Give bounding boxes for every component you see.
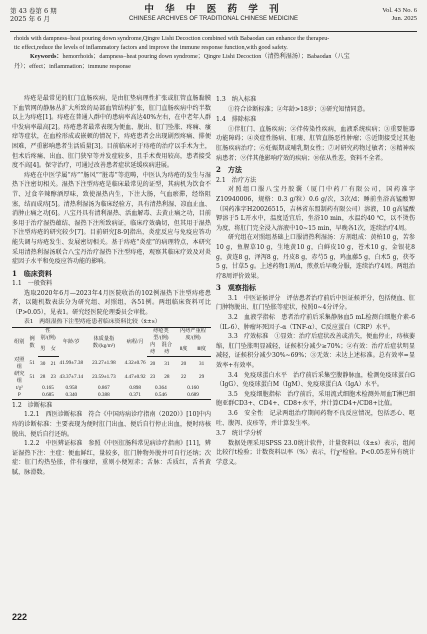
table-cell: 0.340 — [59, 392, 85, 400]
subsection-heading: 1.1 一般资料 — [12, 280, 53, 288]
volume-issue-cn: 第 43 卷第 6 期 — [10, 7, 57, 15]
col-header: 病程/月 — [124, 328, 147, 357]
right-column — [216, 94, 415, 468]
paragraph: 3.4 免疫球蛋白水平 治疗前后采集空腹静脉血，检测免疫球蛋白G（IgG）、免疫球蛋白M（IgM）、免疫球蛋白A（IgA）水平。 — [216, 371, 415, 389]
keywords-label: Keywords： — [30, 54, 63, 61]
table-cell: 23.27±1.98 — [92, 360, 116, 367]
paragraph: 对照组口服八宝丹胶囊（厦门中药厂有限公司，国药准字Z10940006，规格：0.3 g/粒）0.6 g/次，3次/d；睡前坐浴高锰酸钾（国药准字H20026515，吉林省东盟制药有限公司）溶液，10 g高锰酸钾溶于5 L开水中，温度适宜后，坐浴10 min，水温约40 ℃，以不烫伤为度，将肛门完全浸入溶液中10~15 min，早晚各1次，连续治疗4周。 — [216, 186, 415, 232]
paragraph: 研究组在对照组基础上口服清热利湿汤：方剂组成：黄柏10 g，苦参10 g，鱼腥草10 g，生地黄10 g，白鲜皮10 g，苍术10 g，金银花8 g，黄连8 g，泽泻8 g，丹皮8 g，赤芍5 g，鸡血藤5 g，白术5 g，茯苓5 g，甘草5 g。上述药物1剂/d，煎煮后早晚分服，连续治疗4周。两组治疗8周评价效果。 — [216, 234, 415, 280]
table-cell: 0.165 — [42, 384, 54, 391]
col-header: 组别 — [12, 328, 27, 357]
page-number: 222 — [12, 612, 28, 622]
table-cell: 0.388 — [84, 392, 124, 400]
left-column — [12, 94, 211, 478]
table-cell: 31 — [198, 360, 205, 367]
table-cell: 30 — [40, 360, 46, 367]
header-rule — [10, 31, 417, 32]
paragraph: 3.5 免疫细胞指标 治疗前后，采用流式细胞术检测外周血T淋巴细胞亚群CD3+、CD4+、CD8+水平，并计算CD4+/CD8+比值。 — [216, 390, 415, 408]
table-cell: 0.958 — [65, 384, 78, 391]
paragraph: 3.1 中医证候评分 评估患者治疗前后中医证候评分，包括便血、肛门肿物脱出、肛门坠胀等症状，按照0~4分评分。 — [216, 294, 415, 312]
section-heading: 2 方法 — [216, 165, 242, 175]
page-header — [0, 0, 427, 34]
col-header: 痔疮类型/(例) — [147, 328, 175, 343]
subsection-heading: 1.4 排除标准 — [216, 116, 257, 124]
paragraph: ①符合诊断标准；②年龄>18岁；③研究知情同意。 — [228, 105, 369, 113]
header-right — [382, 7, 417, 23]
volume-issue-en: Vol. 43 No. 6 — [382, 7, 417, 14]
table-cell: 23.59±1.73 — [92, 374, 116, 381]
table-cell: 对照组 — [14, 356, 25, 370]
paragraph: 3.2 血液学指标 患者治疗前后采集静脉血5 mL检测白细胞介素-6（IL-6）、肿瘤坏死因子-α（TNF-α）、C反应蛋白（CRP）水平。 — [216, 314, 415, 331]
paragraph: 3.6 安全性 记录两组治疗期间药物不良反应情况，包括恶心、呕吐、腹泻、皮疹等，并计算发生率。 — [216, 410, 415, 427]
col-subheader: 女 — [48, 342, 58, 357]
table-cell: 0.685 — [38, 392, 59, 400]
table-cell: 研究组 — [14, 370, 25, 384]
table-cell: t/χ² — [15, 384, 23, 391]
table-cell: 22 — [181, 374, 187, 381]
col-subheader: 男 — [38, 342, 48, 357]
paragraph: 1.2.1 西医诊断标准 符合《中国痔病诊疗指南（2020）》[10]中内痔的诊断标准：主要表现为便时肛门出血、便后自行停止出血，便时痔核脱出、便后自行还纳。 — [12, 411, 211, 438]
table-cell: 20 — [181, 360, 187, 367]
table-cell: 28 — [164, 374, 170, 381]
col-subheader: 混合痔 — [159, 342, 175, 357]
table-cell: 20 — [150, 360, 156, 367]
col-header: 内痔严重程度/(例) — [175, 328, 211, 343]
table-cell: 0.160 — [187, 384, 199, 391]
table-cell: 0.867 — [98, 384, 110, 391]
paragraph: ①伴肛门、直肠疾病；②伴传染性疾病，血液系统疾病；③重要脏器功能障碍；④炎症性肠病、肛瘘、肛管直肠恶性肿瘤；⑤近期接受过其他肛肠疾病治疗；⑥妊娠期或哺乳期女性；⑦对研究药物过敏者；⑧精神疾病患者；⑨伴其他影响疗效的疾病；⑩依从性差，资料不全者。 — [216, 125, 415, 162]
table-cell — [27, 385, 38, 392]
abstract-block — [14, 35, 414, 72]
col-header: 例数 — [27, 328, 38, 357]
table-cell: 0.898 — [129, 384, 141, 391]
keywords-text-cont: 丹）；effect；inflammation；immune response — [14, 63, 131, 70]
paragraph: 数据处理采用SPSS 23.0统计软件，计量资料以（x̄±s）表示，组间比较行t检验；计数资料以率（%）表示，行χ²检验。P<0.05差异有统计学意义。 — [216, 439, 415, 466]
col-subheader: 内痔 — [147, 342, 159, 357]
table-cell: P — [12, 392, 27, 400]
col-header: 性别/(例) — [38, 328, 59, 343]
table-cell: 51 — [29, 360, 35, 367]
table-cell — [27, 392, 38, 400]
table-cell: 0.364 — [155, 384, 167, 391]
table-row — [12, 392, 211, 400]
keywords-text: hemorrhoids；dampness–heat pouring down syndrome；Qingre Lishi Decoction（清热利湿汤）；Babaodan（八宝 — [62, 54, 350, 61]
col-header: 年龄/岁 — [59, 328, 85, 357]
journal-title-en: CHINESE ARCHIVES OF TRADITIONAL CHINESE MEDICINE — [128, 16, 299, 22]
table-cell: 43.37±7.14 — [59, 374, 84, 381]
table-cell: 21 — [50, 360, 56, 367]
subsection-heading: 2.1 治疗方法 — [216, 176, 257, 184]
section-heading: 3 观察指标 — [216, 283, 256, 293]
col-subheader: Ⅲ度 — [192, 342, 211, 357]
subsection-heading: 1.3 纳入标准 — [216, 96, 257, 103]
table-cell: 0.689 — [175, 392, 211, 400]
table-cell: 23 — [150, 374, 156, 381]
paragraph: 3.3 疗效标准 ①显效：治疗后症状改善或消失，便血停止，痔核萎缩，肛门坠胀明显减轻，证候积分减少≥70%；②有效：治疗后症状明显减轻，证候积分减少30%~69%；③无效：未达上述标准。总有效率=显效率+有效率。 — [216, 333, 415, 370]
table-cell: 29 — [198, 374, 205, 381]
table-cell: 31 — [164, 360, 170, 367]
table-cell: 41.99±7.38 — [59, 360, 84, 367]
paragraph: 痔疮在中医学属“痔”“肠风”“脏毒”等范畴，中医认为痔疮的发生与湿热下注密切相关。湿热下注型痔疮是临床最常见的证型，其病机为饮食不节、过食辛辣醇酒厚味，致使湿热内生，下注大肠，气血瘀滞，经络阻塞，结而成痔[5]。清热利湿汤为临床经验方，具有清热利湿、凉血止血、消肿止痛之功[6]。八宝丹具有清利湿热、活血解毒、去黄止痛之功，目前多用于治疗湿热蕴结、湿热下注所致病证，临床疗效确切，但其用于湿热下注型痔疮的研究较少[7]。目前研究[8-9]指出，炎症反应与免疫应答功能失调与痔疮发生、发展密切相关。基于痔疮“炎症”的病理特点，本研究采用清热利湿汤联合八宝丹治疗湿热下注型痔疮，观察其临床疗效及对炎症因子水平和免疫应答功能的影响。 — [12, 171, 211, 266]
table-cell: 4.32±0.76 — [124, 360, 146, 367]
table-cell: 51 — [29, 374, 35, 381]
paragraph: 1.2.2 中医辨证标准 参照《中医肛肠科常见病诊疗指南》[11]，辨证湿热下注：主症：便血鲜红，量较多，肛门肿物外脱并可自行还纳；次症：肛门灼热坠胀，伴有瘙痒，重则小便短赤；舌脉：舌质红，舌苔黄腻，脉滑数。 — [12, 440, 211, 476]
table-row — [12, 357, 211, 371]
table-cell: 0.371 — [124, 392, 147, 400]
keywords — [14, 53, 414, 62]
date-en: Jun. 2025 — [391, 15, 417, 22]
table-title: 表1 两组湿热下注型痔疮患者临床资料比较（x̄±s） — [24, 318, 161, 325]
table-cell: 28 — [40, 374, 46, 381]
table-cell: 0.546 — [147, 392, 175, 400]
table-row — [12, 371, 211, 385]
clinical-data-table — [12, 327, 211, 400]
table-cell: 23 — [50, 374, 56, 381]
abstract-line: tic effect,reduce the levels of inflammatory factors and improve the immune response function,with good safety. — [14, 45, 288, 52]
subsection-heading: 3.7 统计学分析 — [216, 430, 263, 438]
header-left — [10, 7, 57, 23]
table-row — [12, 385, 211, 392]
paragraph: 痔疮是最常见的肛门直肠疾病，是由肛垫病理性扩张或肛管直肠黏膜下血管网的静脉丛扩大所致的局部血管结构扩张，肛门直肠疾病中约半数以上为痔疮[1]。痔疮在普通人群中的患病率高达40%左右，在中老年人群中发病率最高[2]。痔疮患者最常表现为便血、脱出、肛门坠胀、疼痛、瘙痒等症状，在血栓形成或嵌顿的情况下，痔疮患者会出现剧烈疼痛、排便困难，严重影响患者生活质量[3]。目前临床对于痔疮的治疗以手术为主，但术后疼痛、出血、肛门狭窄等并发症较多，且手术费用较高，患者接受度不高[4]。保守治疗，可通过改善患者症状延缓疾病进展。 — [12, 95, 211, 170]
section-heading: 1 临床资料 — [12, 268, 52, 278]
journal-title-cn: 中 华 中 医 药 学 刊 — [144, 4, 283, 15]
col-subheader: Ⅱ度 — [175, 342, 192, 357]
header-center — [100, 4, 327, 23]
col-header: 体质量指数/(kg/m²) — [84, 328, 124, 357]
abstract-line: rhoids with dampness–heat pouring down syndrome,Qingre Lishi Decoction combined with Babaodan can enhance the therapeu- — [14, 36, 330, 42]
paragraph: 选取2020年6月—2023年4月医院收治的102例湿热下注型痔疮患者，以随机数表法分为研究组、对照组，各51例。两组临床资料可比（P>0.05），见表1。研究经医院伦理委员会审批。 — [12, 289, 211, 317]
date-cn: 2025 年 6 月 — [10, 15, 50, 23]
subsection-heading: 1.2 诊断标准 — [12, 401, 53, 409]
table-cell: 4.47±0.92 — [124, 374, 146, 381]
